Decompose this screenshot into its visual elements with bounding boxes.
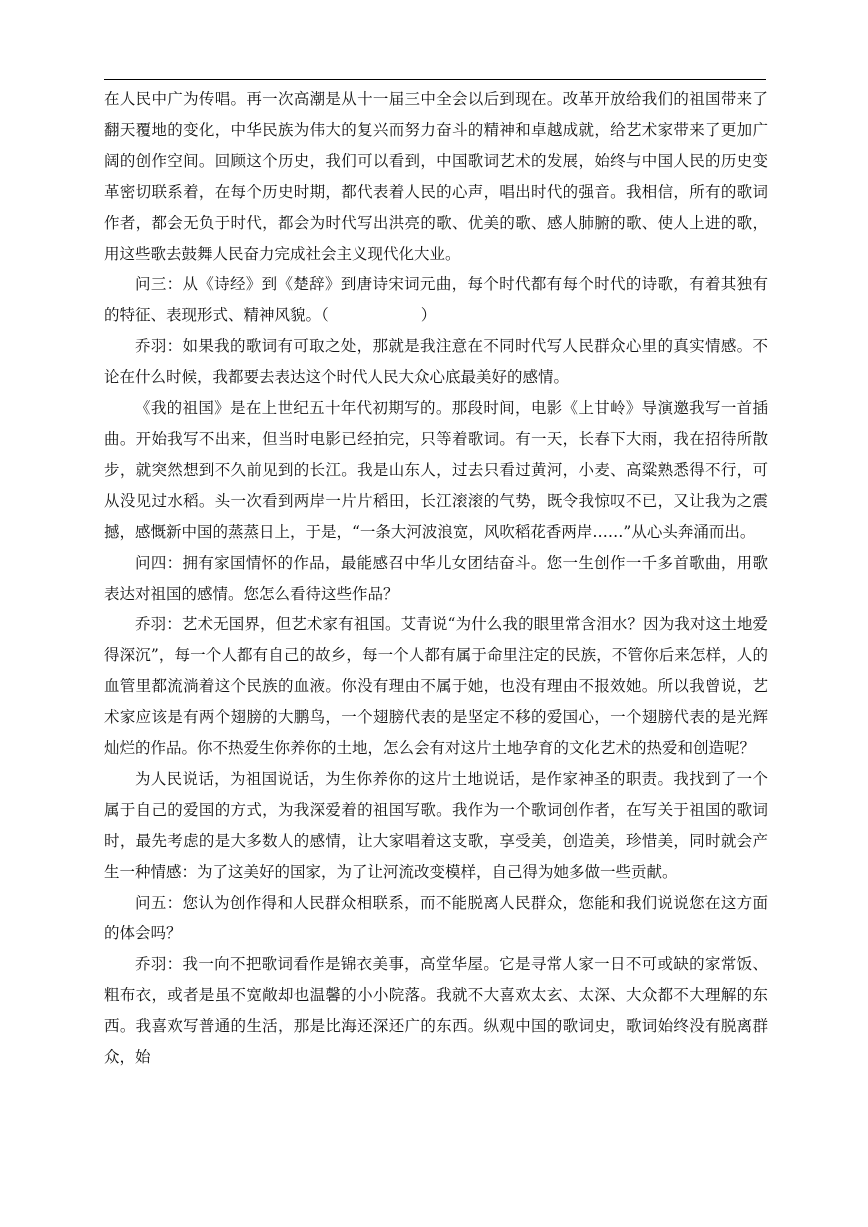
paragraph-answer-4b: 为人民说话，为祖国说话，为生你养你的这片土地说话，是作家神圣的职责。我找到了一个属于自己的爱国的方式，为我深爱着的祖国写歌。我作为一个歌词创作者，在写关于祖国的歌词时，最先考虑的是大多数人的感情，让大家唱着这支歌，享受美，创造美，珍惜美，同时就会产生一种情感：为了这美好的国家，为了让河流改变模样，自己得为她多做一些贡献。 — [104, 769, 768, 881]
question-3-close: ） — [420, 306, 437, 325]
paragraph-1: 在人民中广为传唱。再一次高潮是从十一届三中全会以后到现在。改革开放给我们的祖国带来了翻天覆地的变化，中华民族为伟大的复兴而努力奋斗的精神和卓越成就，给艺术家带来了更加广阔的创作空间。回顾这个历史，我们可以看到，中国歌词艺术的发展，始终与中国人民的历史变革密切联系着，在每个历史时期，都代表着人民的心声，唱出时代的强音。我相信，所有的歌词作者，都会无负于时代，都会为时代写出洪亮的歌、优美的歌、感人肺腑的歌、使人上进的歌，用这些歌去鼓舞人民奋力完成社会主义现代化大业。 — [104, 90, 768, 263]
article-body — [104, 84, 768, 1073]
paragraph-answer-3b: 《我的祖国》是在上世纪五十年代初期写的。那段时间，电影《上甘岭》导演邀我写一首插曲。开始我写不出来，但当时电影已经拍完，只等着歌词。有一天，长春下大雨，我在招待所散步，就突然想到不久前见到的长江。我是山东人，过去只看过黄河，小麦、高粱熟悉得不行，可从没见过水稻。头一次看到两岸一片片稻田，长江滚滚的气势，既令我惊叹不已，又让我为之震撼，感慨新中国的蒸蒸日上，于是，“一条大河波浪宽，风吹稻花香两岸……”从心头奔涌而出。 — [104, 399, 768, 541]
question-4: 问四：拥有家国情怀的作品，最能感召中华儿女团结奋斗。您一生创作一千多首歌曲，用歌表达对祖国的感情。您怎么看待这些作品？ — [104, 553, 768, 603]
header-rule — [104, 79, 766, 80]
paragraph-answer-4a: 乔羽：艺术无国界，但艺术家有祖国。艾青说“为什么我的眼里常含泪水？因为我对这土地爱得深沉”，每一个人都有自己的故乡，每一个人都有属于命里注定的民族，不管你后来怎样，人的血管里都流淌着这个民族的血液。你没有理由不属于她，也没有理由不报效她。所以我曾说，艺术家应该是有两个翅膀的大鹏鸟，一个翅膀代表的是坚定不移的爱国心，一个翅膀代表的是光辉灿烂的作品。你不热爱生你养你的土地，怎么会有对这片土地孕育的文化艺术的热爱和创造呢？ — [104, 615, 768, 758]
question-3-label: 问三： — [135, 275, 183, 294]
paragraph-answer-5: 乔羽：我一向不把歌词看作是锦衣美事，高堂华屋。它是寻常人家一日不可或缺的家常饭、粗布衣，或者是虽不宽敞却也温馨的小小院落。我就不大喜欢太玄、太深、大众都不大理解的东西。我喜欢写普通的生活，那是比海还深还广的东西。纵观中国的歌词史，歌词始终没有脱离群众，始 — [104, 955, 768, 1067]
question-3 — [104, 269, 768, 331]
question-3-text: 从《诗经》到《楚辞》到唐诗宋词元曲，每个时代都有每个时代的诗歌，有着其独有的特征、表现形式、精神风貌。（ — [104, 275, 768, 325]
paragraph-answer-3a: 乔羽：如果我的歌词有可取之处，那就是我注意在不同时代写人民群众心里的真实情感。不论在什么时候，我都要去表达这个时代人民大众心底最美好的感情。 — [104, 337, 768, 387]
question-5: 问五：您认为创作得和人民群众相联系，而不能脱离人民群众，您能和我们说说您在这方面的体会吗？ — [104, 893, 768, 943]
